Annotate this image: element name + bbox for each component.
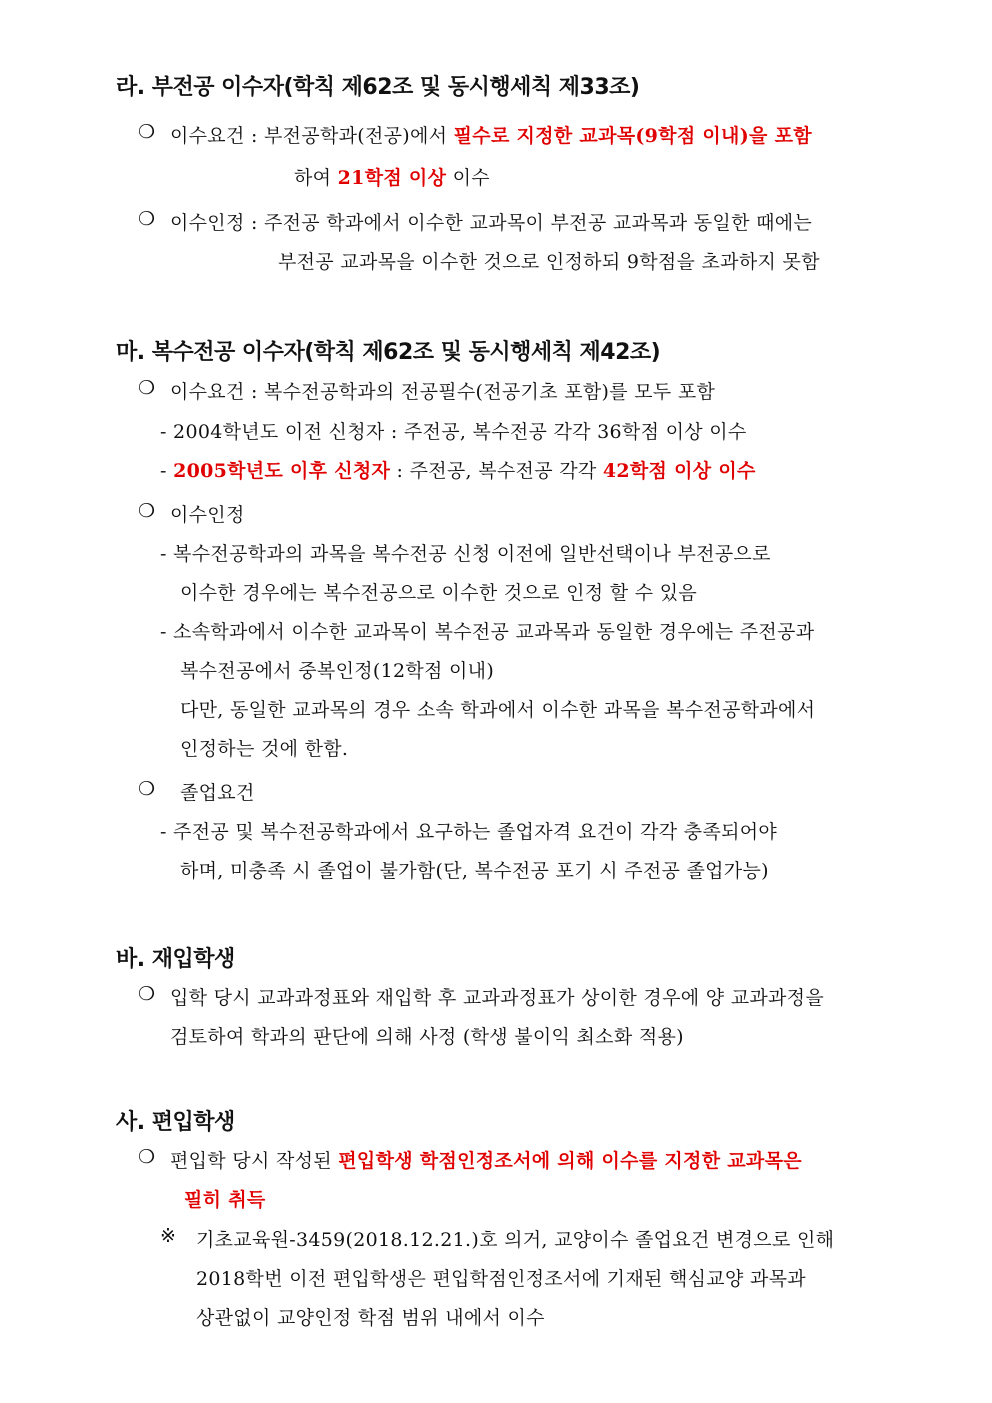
double-recognition-line1: - 복수전공학과의 과목을 복수전공 신청 이전에 일반선택이나 부전공으로 xyxy=(160,543,771,565)
double-req-credits-highlight: 42학점 이상 이수 xyxy=(602,460,756,482)
reference-mark-icon: ※ xyxy=(160,1225,177,1247)
minor-recognition-line2: 부전공 교과목을 이수한 것으로 인정하되 9학점을 초과하지 못함 xyxy=(278,251,820,273)
heading-double-major: 마. 복수전공 이수자(학칙 제62조 및 동시행세칙 제42조) xyxy=(116,340,661,365)
double-requirement-sub2 xyxy=(160,456,756,483)
minor-recognition-line1: 이수인정 : 주전공 학과에서 이수한 교과목이 부전공 교과목과 동일한 때에는 xyxy=(170,212,813,234)
double-req-text: : 주전공, 복수전공 각각 xyxy=(390,460,603,482)
minor-req-text3: 이수 xyxy=(446,167,490,189)
double-recognition-line5: 다만, 동일한 교과목의 경우 소속 학과에서 이수한 과목을 복수전공학과에서 xyxy=(180,699,816,721)
heading-readmission: 바. 재입학생 xyxy=(116,947,235,972)
minor-req-credits: 21학점 이상 xyxy=(337,167,447,189)
readmission-line2: 검토하여 학과의 판단에 의해 사정 (학생 불이익 최소화 적용) xyxy=(170,1026,684,1048)
bullet-icon: ❍ xyxy=(138,983,156,1005)
double-requirement: 이수요건 : 복수전공학과의 전공필수(전공기초 포함)를 모두 포함 xyxy=(170,381,716,403)
minor-requirement-line2 xyxy=(294,163,490,190)
transfer-note-line1: 기초교육원-3459(2018.12.21.)호 의거, 교양이수 졸업요건 변경으로 인해 xyxy=(196,1229,835,1251)
double-req-year-highlight: 2005학년도 이후 신청자 xyxy=(173,460,391,482)
bullet-icon: ❍ xyxy=(138,778,156,800)
bullet-icon: ❍ xyxy=(138,500,156,522)
double-recognition-label: 이수인정 xyxy=(170,504,245,526)
transfer-text: 편입학 당시 작성된 xyxy=(170,1150,339,1172)
bullet-icon: ❍ xyxy=(138,1146,156,1168)
dash: - xyxy=(160,460,174,482)
heading-transfer: 사. 편입학생 xyxy=(116,1110,235,1135)
transfer-line1 xyxy=(170,1146,802,1173)
double-recognition-line6: 인정하는 것에 한함. xyxy=(180,738,349,760)
transfer-note-line2: 2018학번 이전 편입학생은 편입학점인정조서에 기재된 핵심교양 과목과 xyxy=(196,1268,806,1290)
double-requirement-sub1: - 2004학년도 이전 신청자 : 주전공, 복수전공 각각 36학점 이상 이수 xyxy=(160,421,747,443)
double-recognition-line4: 복수전공에서 중복인정(12학점 이내) xyxy=(180,660,495,682)
double-recognition-line3: - 소속학과에서 이수한 교과목이 복수전공 교과목과 동일한 경우에는 주전공과 xyxy=(160,621,815,643)
bullet-icon: ❍ xyxy=(138,121,156,143)
double-graduation-label: 졸업요건 xyxy=(180,782,255,804)
minor-req-text2: 하여 xyxy=(294,167,338,189)
readmission-line1: 입학 당시 교과과정표와 재입학 후 교과과정표가 상이한 경우에 양 교과과정을 xyxy=(170,987,824,1009)
minor-requirement-line1 xyxy=(170,121,812,148)
double-graduation-line2: 하며, 미충족 시 졸업이 불가함(단, 복수전공 포기 시 주전공 졸업가능) xyxy=(180,860,769,882)
bullet-icon: ❍ xyxy=(138,208,156,230)
transfer-note-line3: 상관없이 교양인정 학점 범위 내에서 이수 xyxy=(196,1307,545,1329)
minor-req-text: 부전공학과(전공)에서 xyxy=(264,125,454,147)
minor-req-label: 이수요건 : xyxy=(170,125,264,147)
double-graduation-line1: - 주전공 및 복수전공학과에서 요구하는 졸업자격 요건이 각각 충족되어야 xyxy=(160,821,778,843)
transfer-highlight2: 필히 취득 xyxy=(184,1189,266,1211)
transfer-line2 xyxy=(184,1185,266,1212)
bullet-icon: ❍ xyxy=(138,377,156,399)
transfer-highlight: 편입학생 학점인정조서에 의해 이수를 지정한 교과목은 xyxy=(338,1150,802,1172)
heading-minor-major: 라. 부전공 이수자(학칙 제62조 및 동시행세칙 제33조) xyxy=(116,75,640,100)
minor-req-highlight: 필수로 지정한 교과목(9학점 이내)을 포함 xyxy=(453,125,812,147)
double-recognition-line2: 이수한 경우에는 복수전공으로 이수한 것으로 인정 할 수 있음 xyxy=(180,582,698,604)
